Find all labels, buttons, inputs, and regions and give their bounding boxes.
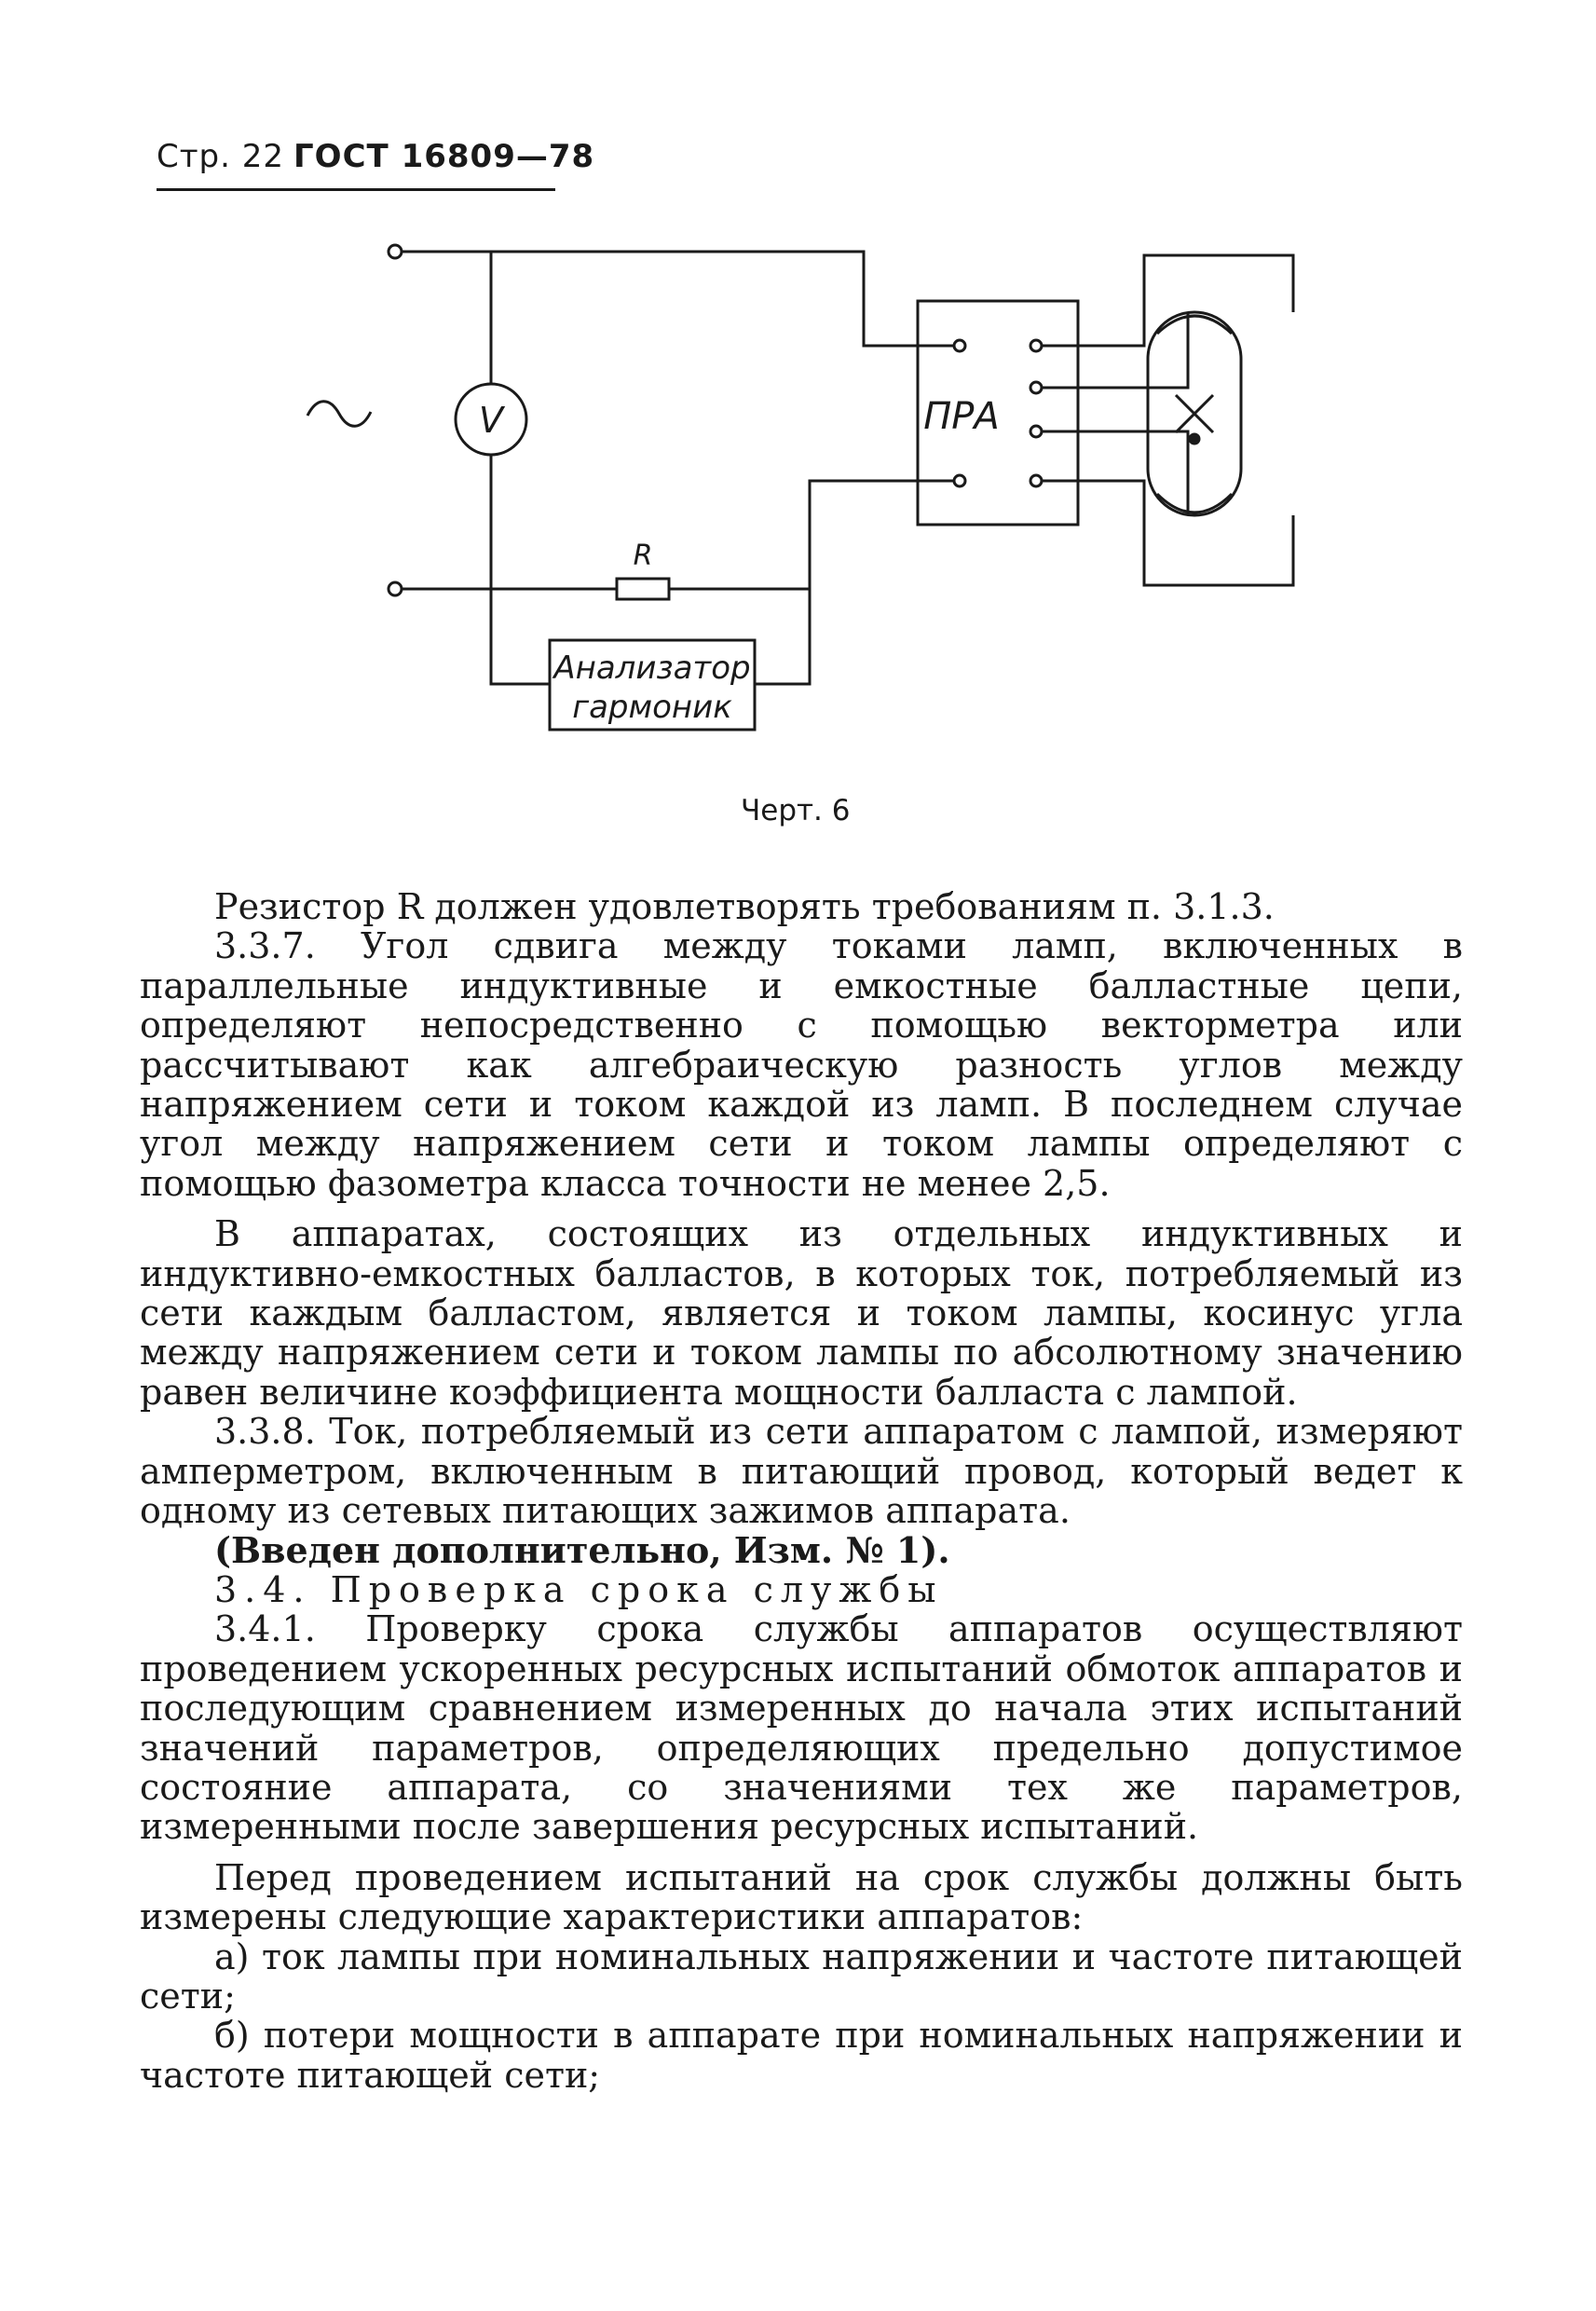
paragraph-resistor: Резистор R должен удовлетворять требованиям п. 3.1.3.	[214, 886, 1275, 927]
wire-top	[402, 252, 960, 346]
wire-bottom	[402, 481, 960, 589]
page-number: Стр. 22	[157, 138, 285, 175]
lamp-filament-bottom	[1157, 494, 1232, 513]
resistor-symbol	[617, 579, 669, 599]
list-item-b: б) потери мощности в аппарате при номинальных напряжении и частоте питающей сети;	[140, 2015, 1463, 2096]
section-heading-3-4: 3.4. Проверка срока службы	[214, 1568, 944, 1610]
document-body	[140, 887, 1463, 2095]
lamp-starter-cross	[1176, 395, 1213, 432]
paragraph-apparatus: В аппаратах, состоящих из отдельных индуктивных и индуктивно-емкостных балластов, в которых ток, потребляемый из сети каждым балластом, является и током лампы, косинус угла между напряжением сети и током лампы по абсолютному значению равен величине коэффициента мощности балласта с лампой.	[140, 1213, 1463, 1413]
paragraph-3-4-1: 3.4.1. Проверку срока службы аппаратов осуществляют проведением ускоренных ресурсных испытаний обмоток аппаратов и последующим сравнением измеренных до начала этих испытаний значений параметров, определяющих предельно допустимое состояние аппарата, со значениями тех же параметров, измеренными после завершения ресурсных испытаний.	[140, 1608, 1463, 1848]
voltmeter-label: V	[479, 400, 503, 441]
paragraph-3-3-7: 3.3.7. Угол сдвига между токами ламп, включенных в параллельные индуктивные и емкостные балластные цепи, определяют непосредственно с помощью вектормeтра или рассчитывают как алгебраическую разность углов между напряжением сети и током каждой из ламп. В последнем случае угол между напряжением сети и током лампы определяют с помощью фазометра класса точности не менее 2,5.	[140, 925, 1463, 1204]
circuit-diagram	[280, 224, 1351, 783]
analyzer-label-line1: Анализатор	[553, 650, 751, 687]
input-terminal-bottom	[389, 582, 402, 595]
paragraph-amendment: (Введен дополнительно, Изм. № 1).	[214, 1528, 950, 1571]
paragraph-before-testing: Перед проведением испытаний на срок службы должны быть измерены следующие характеристики аппаратов:	[140, 1856, 1463, 1938]
page-header	[157, 138, 595, 191]
list-item-a: а) ток лампы при номинальных напряжении и частоте питающей сети;	[140, 1935, 1463, 2017]
analyzer-label-line2: гармоник	[572, 689, 732, 726]
input-terminal-top	[389, 245, 402, 258]
ac-source-symbol	[307, 402, 371, 427]
standard-number: ГОСТ 16809—78	[293, 138, 595, 175]
figure-caption: Черт. 6	[741, 794, 851, 827]
ballast-label: ПРА	[923, 395, 1000, 438]
resistor-label: R	[633, 540, 653, 572]
paragraph-3-3-8: 3.3.8. Ток, потребляемый из сети аппаратом с лампой, измеряют амперметром, включенным в питающий провод, который ведет к одному из сетевых питающих зажимов аппарата.	[140, 1411, 1463, 1532]
